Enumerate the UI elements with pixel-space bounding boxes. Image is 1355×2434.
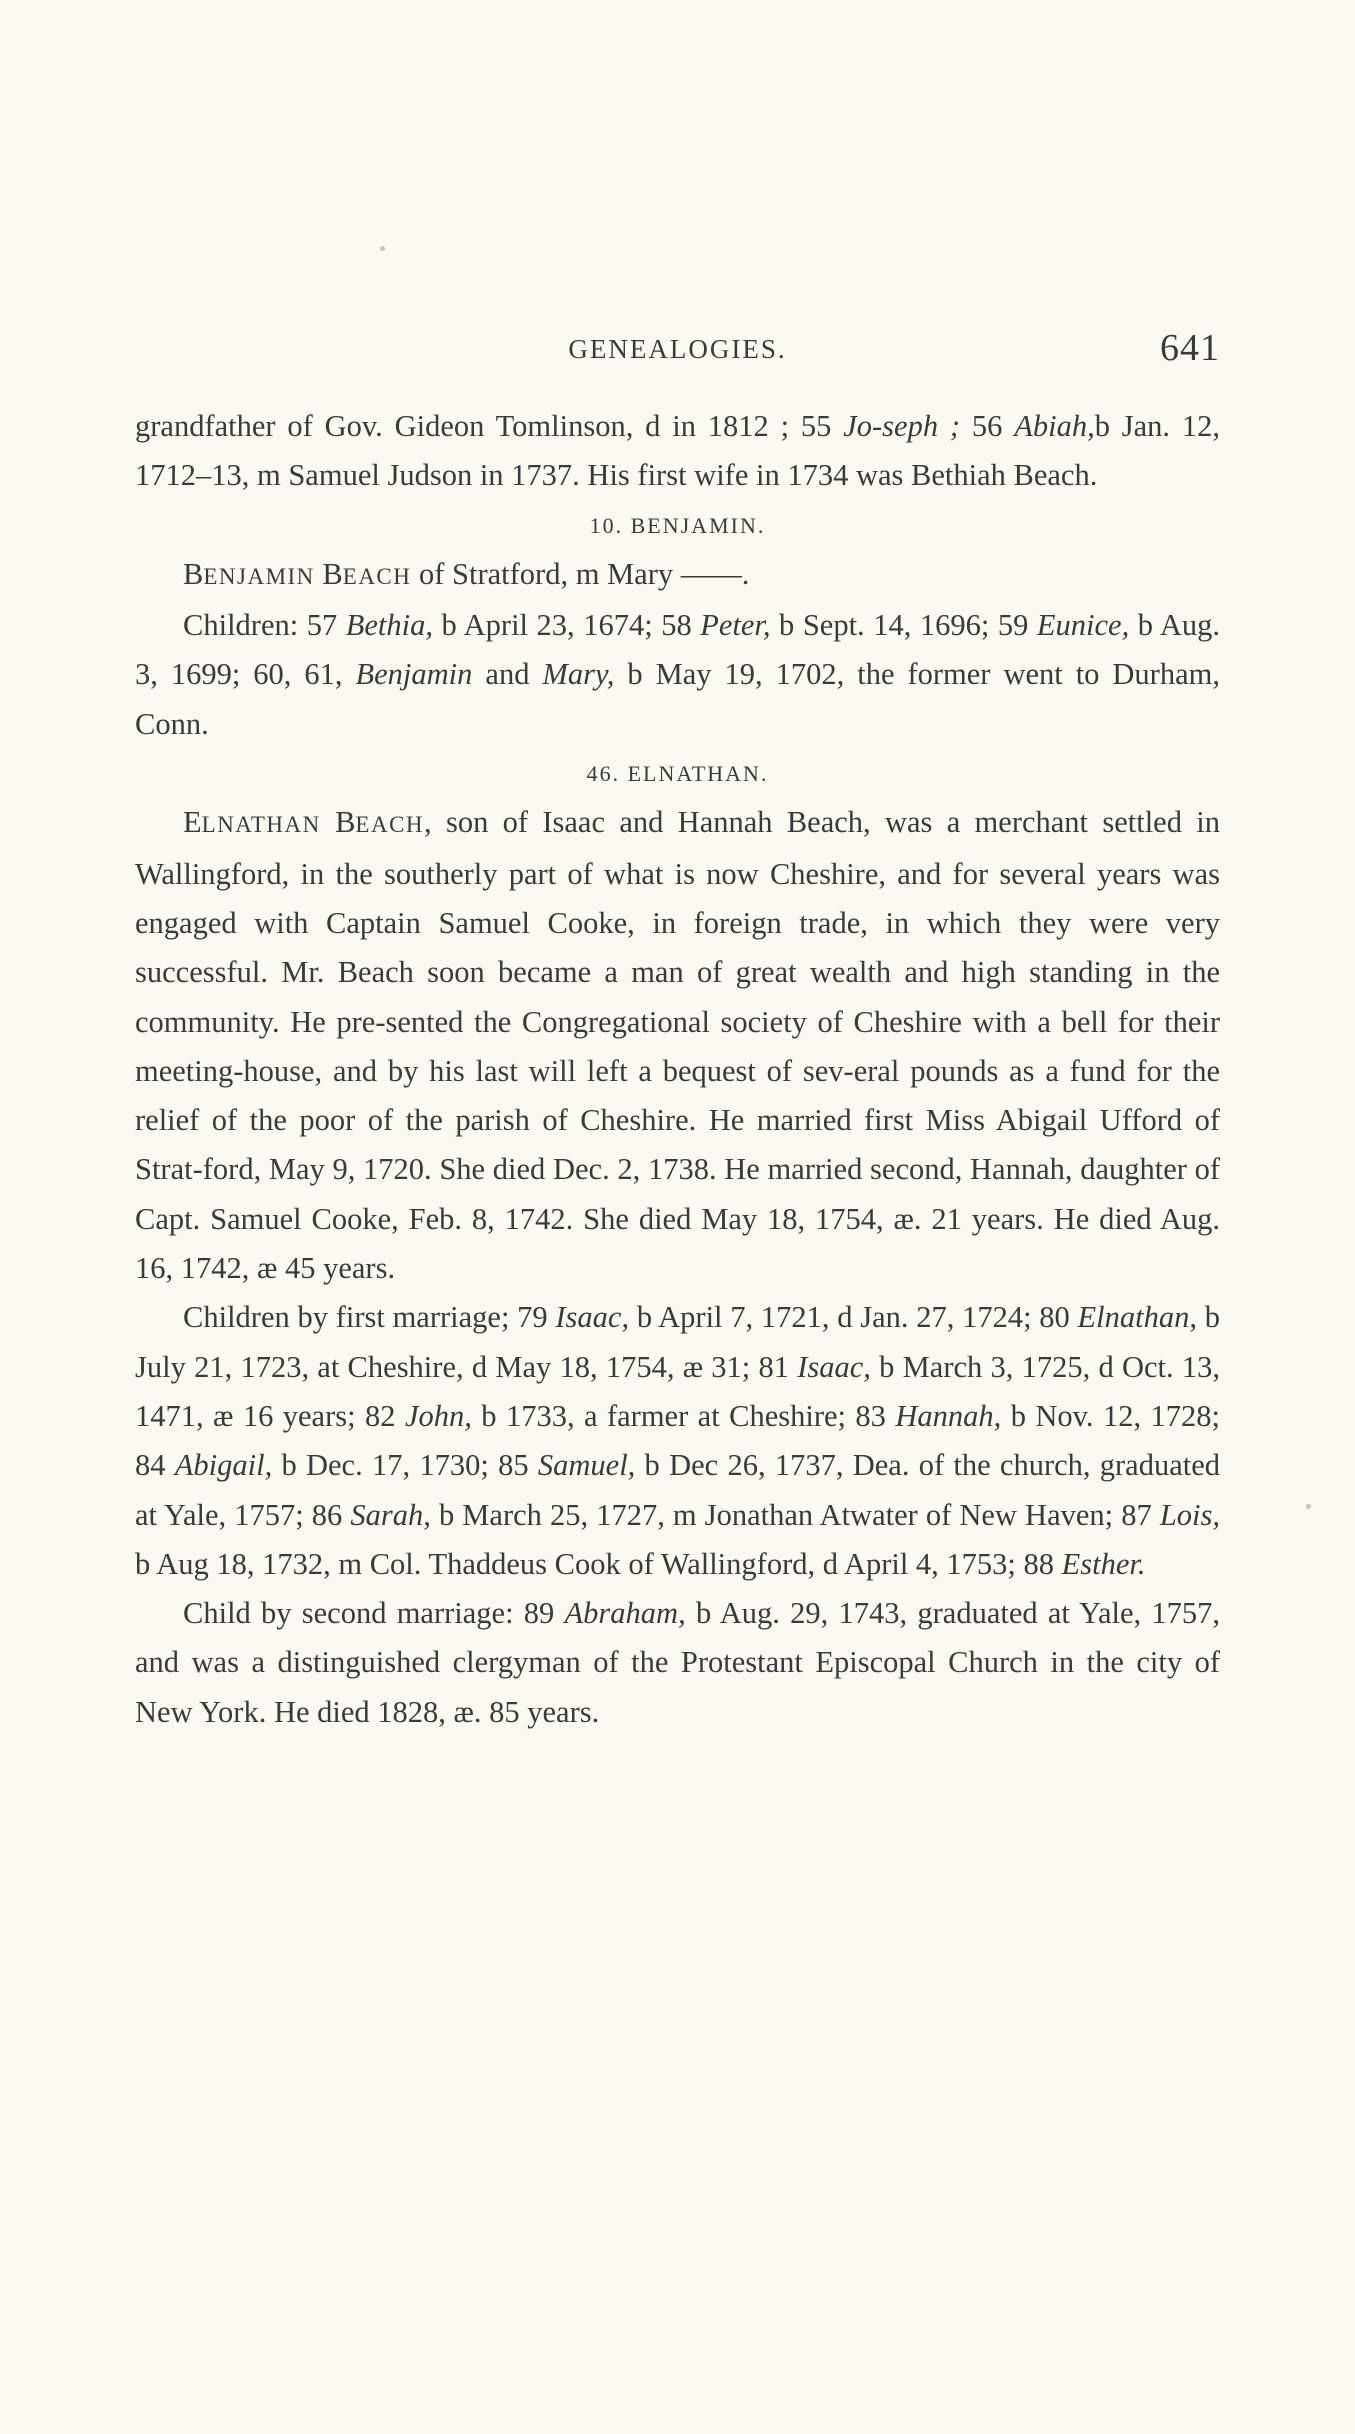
child-name: Isaac,	[797, 1349, 871, 1384]
paragraph-continuation	[135, 402, 1220, 501]
text-run: of Stratford, m Mary ——.	[411, 556, 750, 591]
child-name: John,	[404, 1398, 472, 1433]
child-name: Lois,	[1159, 1497, 1220, 1532]
small-caps-text: EACH	[342, 563, 412, 589]
child-name: Esther.	[1061, 1546, 1146, 1581]
section-heading: 46. ELNATHAN.	[586, 761, 769, 787]
paragraph-benjamin-children	[135, 601, 1220, 749]
child-name: Eunice,	[1036, 608, 1130, 643]
page-number: 641	[1160, 327, 1220, 369]
small-caps-text: EACH	[355, 812, 425, 838]
text-run: b Dec 26, 1737, Dea. of the church, graduated at Yale, 1757; 86	[135, 1448, 1221, 1532]
page-body	[135, 402, 1220, 1737]
child-name: Isaac,	[555, 1300, 630, 1335]
page-header	[135, 326, 1220, 376]
small-caps-text: LNATHAN	[201, 812, 321, 838]
text-run: b April 7, 1721, d Jan. 27, 1724; 80	[629, 1300, 1078, 1335]
paragraph-benjamin-intro	[135, 550, 1220, 601]
child-name: Mary,	[542, 657, 615, 692]
text-run: b Dec. 17, 1730; 85	[272, 1448, 538, 1483]
text-run: b 1733, a farmer at Cheshire; 83	[471, 1398, 896, 1433]
child-name: Hannah,	[895, 1398, 1002, 1433]
child-name: Abiah,	[1014, 409, 1095, 443]
text-run: b Aug. 3, 1699; 60, 61,	[135, 608, 1220, 692]
text-run: grandfather of Gov. Gideon Tomlinson, d in 1812 ; 55	[135, 409, 844, 443]
paper-speck	[380, 246, 385, 251]
small-caps-initial: E	[183, 805, 202, 840]
small-caps-initial: B	[335, 805, 356, 840]
text-run: b May 19, 1702, the former went to Durham, Conn.	[135, 657, 1220, 741]
text-run: b March 3, 1725, d Oct. 13, 1471, æ 16 years; 82	[135, 1349, 1220, 1433]
paragraph-elnathan-children-first	[135, 1293, 1220, 1589]
child-name: Abraham,	[564, 1596, 686, 1631]
text-run: b Jan. 12, 1712–13, m Samuel Judson in 1737. His first wife in 1734 was Bethiah Beach.	[135, 409, 1221, 493]
paper-speck	[1306, 1504, 1311, 1509]
child-name: Samuel,	[537, 1448, 636, 1483]
text-run: Children by first marriage; 79	[183, 1300, 556, 1335]
text-run: and	[472, 657, 543, 692]
text-run: b April 23, 1674; 58	[433, 608, 701, 643]
text-run: b Nov. 12, 1728; 84	[135, 1398, 1220, 1483]
child-name: Peter,	[700, 608, 771, 643]
text-run: 56	[960, 409, 1015, 443]
running-title: GENEALOGIES.	[568, 334, 787, 364]
child-name: Jo-seph ;	[843, 409, 961, 443]
text-run: b March 25, 1727, m Jonathan Atwater of New Haven; 87	[430, 1497, 1160, 1532]
text-run: , son of Isaac and Hannah Beach, was a merchant settled in Wallingford, in the southerly part of what is now Cheshire, and for several years was engaged with Captain Samuel Cooke, in foreign trade, in which they were very successful. Mr. Beach soon became a man of great wealth and high standing in the community. He pre-sented the Congregational society of Cheshire with a bell for their meeting-house, and by his last will left a bequest of sev-eral pounds as a fund for the relief of the poor of the parish of Cheshire. He married first Miss Abigail Ufford of Strat-ford, May 9, 1720. She died Dec. 2, 1738. He married second, Hannah, daughter of Capt. Samuel Cooke, Feb. 8, 1742. She died May 18, 1754, æ. 21 years. He died Aug. 16, 1742, æ 45 years.	[135, 805, 1220, 1286]
paragraph-elnathan-bio	[135, 798, 1220, 1293]
text-run: b Aug. 29, 1743, graduated at Yale, 1757, and was a distinguished clergyman of the Protestant Episcopal Church in the city of New York. He died 1828, æ. 85 years.	[135, 1596, 1220, 1729]
small-caps-text: ENJAMIN	[203, 563, 315, 589]
child-name: Elnathan,	[1077, 1300, 1197, 1335]
small-caps-initial: B	[322, 556, 343, 591]
text-run: b July 21, 1723, at Cheshire, d May 18, 1754, æ 31; 81	[135, 1300, 1220, 1384]
text-run: Child by second marriage: 89	[183, 1596, 565, 1631]
paragraph-elnathan-children-second	[135, 1589, 1220, 1737]
text-run: b Aug 18, 1732, m Col. Thaddeus Cook of Wallingford, d April 4, 1753; 88	[135, 1546, 1062, 1581]
child-name: Abigail,	[174, 1448, 273, 1483]
text-run: b Sept. 14, 1696; 59	[770, 608, 1037, 643]
text-run: Children: 57	[183, 608, 346, 643]
section-heading: 10. BENJAMIN.	[589, 512, 766, 538]
child-name: Sarah,	[350, 1497, 431, 1532]
child-name: Benjamin	[355, 657, 473, 692]
small-caps-initial: B	[183, 556, 204, 591]
child-name: Bethia,	[345, 608, 434, 643]
